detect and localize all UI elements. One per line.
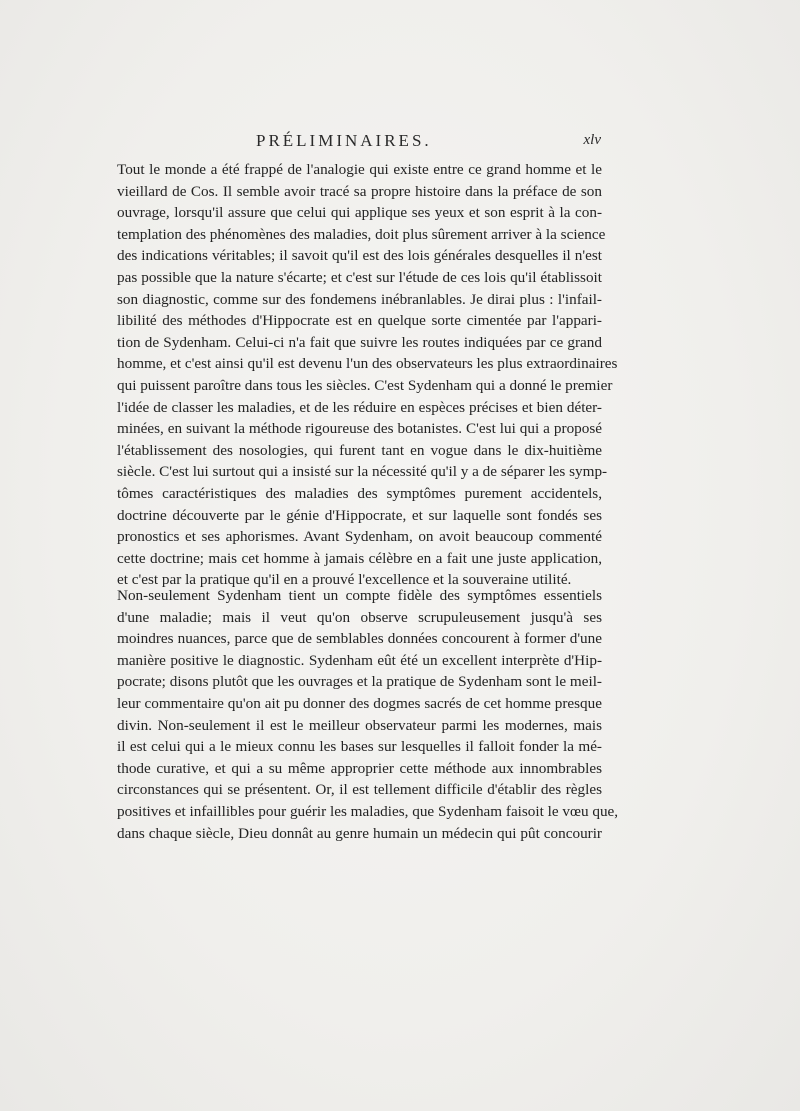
text-line: siècle. C'est lui surtout qui a insisté sur la nécessité qu'il y a de séparer les symp- (117, 463, 608, 481)
text-line: d'une maladie; mais il veut qu'on observe scrupuleusement jusqu'à ses (117, 608, 602, 626)
paragraph-1 (117, 159, 618, 591)
text-line: il est celui qui a le mieux connu les bases sur lesquelles il falloit fonder la mé- (117, 738, 602, 756)
text-line: qui puissent paroître dans tous les siècles. C'est Sydenham qui a donné le premier (117, 376, 613, 394)
text-line: son diagnostic, comme sur des fondemens inébranlables. Je dirai plus : l'infail- (117, 290, 602, 308)
text-line: templation des phénomènes des maladies, doit plus sûrement arriver à la science (117, 225, 606, 243)
text-line: doctrine découverte par le génie d'Hippocrate, et sur laquelle sont fondés ses (117, 506, 602, 524)
text-line: Tout le monde a été frappé de l'analogie qui existe entre ce grand homme et le (117, 161, 602, 178)
text-line: tômes caractéristiques des maladies des symptômes purement accidentels, (117, 484, 602, 502)
text-line: pas possible que la nature s'écarte; et c'est sur l'étude de ces lois qu'il établissoit (117, 268, 602, 286)
text-line: manière positive le diagnostic. Sydenham eût été un excellent interprète d'Hip- (117, 651, 602, 669)
text-line: divin. Non-seulement il est le meilleur observateur parmi les modernes, mais (117, 716, 602, 734)
text-line: pocrate; disons plutôt que les ouvrages et la pratique de Sydenham sont le meil- (117, 673, 602, 691)
page-number: xlv (583, 132, 601, 148)
text-line: libilité des méthodes d'Hippocrate est en quelque sorte cimentée par l'appari- (117, 312, 602, 330)
text-line: des indications véritables; il savoit qu'il est des lois générales desquelles il n'est (117, 247, 602, 265)
text-line: vieillard de Cos. Il semble avoir tracé sa propre histoire dans la préface de son (117, 182, 602, 200)
text-line: thode curative, et qui a su même approprier cette méthode aux innombrables (117, 759, 602, 777)
text-line: positives et infaillibles pour guérir les maladies, que Sydenham faisoit le vœu que, (117, 802, 619, 820)
running-head (118, 131, 601, 155)
text-line: ouvrage, lorsqu'il assure que celui qui applique ses yeux et son esprit à la con- (117, 204, 602, 222)
text-line: Non-seulement Sydenham tient un compte fidèle des symptômes essentiels (117, 587, 602, 604)
text-line: homme, et c'est ainsi qu'il est devenu l'un des observateurs les plus extraordinaires (117, 355, 618, 373)
text-line: circonstances qui se présentent. Or, il est tellement difficile d'établir des règles (117, 781, 602, 799)
text-line: minées, en suivant la méthode rigoureuse des botanistes. C'est lui qui a proposé (117, 420, 602, 438)
text-line: l'idée de classer les maladies, et de les réduire en espèces précises et bien déter- (117, 398, 602, 416)
text-line: et c'est par la pratique qu'il en a prouvé l'excellence et la souveraine utilité. (117, 571, 572, 589)
paragraph-2 (117, 585, 619, 844)
text-line: leur commentaire qu'on ait pu donner des dogmes sacrés de cet homme presque (117, 694, 602, 712)
text-line: tion de Sydenham. Celui-ci n'a fait que suivre les routes indiquées par ce grand (117, 333, 602, 351)
running-title: PRÉLIMINAIRES. (256, 131, 432, 150)
text-line: dans chaque siècle, Dieu donnât au genre humain un médecin qui pût concourir (117, 824, 602, 842)
text-line: moindres nuances, parce que de semblables données concourent à former d'une (117, 630, 602, 648)
text-line: pronostics et ses aphorismes. Avant Sydenham, on avoit beaucoup commenté (117, 528, 602, 546)
text-line: cette doctrine; mais cet homme à jamais célèbre en a fait une juste application, (117, 549, 602, 567)
text-line: l'établissement des nosologies, qui furent tant en vogue dans le dix-huitième (117, 441, 602, 459)
